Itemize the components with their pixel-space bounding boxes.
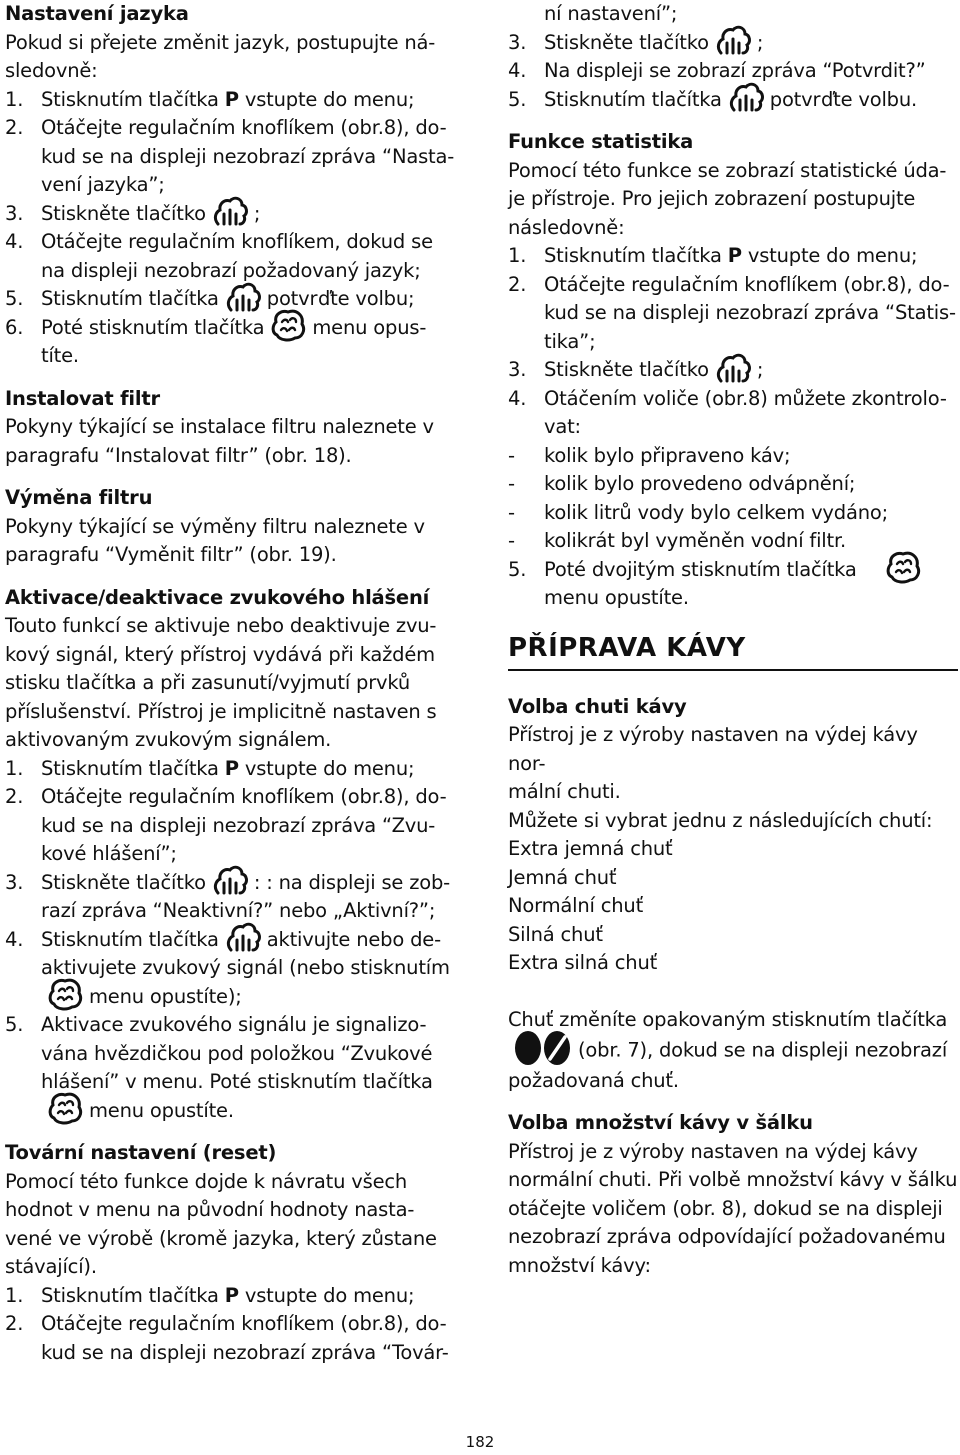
steam-button-icon [223,280,263,314]
steam-button-icon [210,863,250,897]
taste-option: Normální chuť [508,894,644,917]
taste-heading: Volba chuti kávy [508,694,687,718]
list-item: 4. Otáčejte regulačním knoflíkem, dokud se na displeji nezobrazí požadovaný jazyk; [5,230,433,282]
steam-button-icon [713,351,753,385]
dash-item: - kolik litrů vody bylo celkem vydáno; [508,500,888,524]
taste-button-icon [512,1029,574,1067]
paragraph: příslušenství. Přístroj je implicitně nastaven s [5,699,437,723]
list-item: 2. Otáčejte regulačním knoflíkem (obr.8), do- kud se na displeji nezobrazí zpráva “Továr- [5,1312,449,1364]
dash-item: - kolik bylo provedeno odvápnění; [508,472,856,495]
list-item: 5. Poté dvojitým stisknutím tlačítka menu opustíte. [508,556,958,613]
steam-button-icon [223,920,263,954]
list-item: 1. Stisknutím tlačítka P vstupte do menu; [508,244,918,267]
paragraph: Přístroj je z výroby nastaven na výdej kávy [508,1139,918,1163]
list-item: 2. Otáčejte regulačním knoflíkem (obr.8), do- kud se na displeji nezobrazí zpráva “Statis- tika”; [508,272,956,353]
paragraph: mální chuti. [508,780,621,803]
factory-reset-heading: Tovární nastavení (reset) [5,1141,277,1164]
paragraph: vené ve výrobě (kromě jazyka, který zůstane [5,1226,437,1250]
paragraph: Přístroj je z výroby nastaven na výdej kávy nor- [508,723,918,775]
list-item: 5. Stisknutím tlačítka potvrďte volbu; [5,285,455,314]
quantity-heading: Volba množství kávy v šálku [508,1111,813,1134]
paragraph: kový signál, který přístroj vydává při každém [5,642,435,666]
replace-filter-heading: Výměna filtru [5,486,153,509]
dash-item: - kolik bylo připraveno káv; [508,443,791,467]
paragraph: paragrafu “Vyměnit filtr” (obr. 19). [5,543,337,566]
taste-option: Silná chuť [508,922,603,946]
list-item-continuation: ní nastavení”; [544,2,678,25]
statistics-heading: Funkce statistika [508,130,694,153]
right-column [508,0,958,1280]
list-item: 6. Poté stisknutím tlačítka menu opus- títe. [5,314,455,371]
paragraph: Pokyny týkající se výměny filtru naleznete v [5,514,425,538]
list-item: 3. Stiskněte tlačítko : : na displeji se zob- razí zpráva “Neaktivní?” nebo „Aktivní?”; [5,869,455,926]
list-item: 5. Aktivace zvukového signálu je signalizo- vána hvězdičkou pod položkou “Zvukové hlášení” v menu. Poté stisknutím tlačítka menu opustíte. [5,1011,455,1125]
paragraph: je přístroje. Pro jejich zobrazení postupujte [508,187,916,210]
paragraph: Pomocí této funkce se zobrazí statistické úda- [508,158,947,182]
left-column [5,0,455,1367]
taste-option: Extra jemná chuť [508,837,673,860]
list-item: 3. Stiskněte tlačítko ; [508,29,958,58]
steam-button-icon [210,194,250,228]
paragraph: následovně: [508,215,625,239]
list-item: 3. Stiskněte tlačítko ; [508,356,958,385]
coffee-preparation-title: PŘÍPRAVA KÁVY [508,631,958,671]
steam-button-icon [713,23,753,57]
paragraph: nezobrazí zpráva odpovídající požadovanému [508,1225,946,1248]
paragraph: stisku tlačítka a při zasunutí/vyjmutí prvků [5,671,411,694]
paragraph: Touto funkcí se aktivuje nebo deaktivuje zvu- [5,614,437,637]
language-heading: Nastavení jazyka [5,2,189,25]
esc-button-icon [45,1091,85,1125]
list-item: 3. Stiskněte tlačítko ; [5,200,455,229]
paragraph: paragrafu “Instalovat filtr” (obr. 18). [5,443,352,467]
taste-option: Extra silná chuť [508,951,658,974]
taste-option: Jemná chuť [508,865,617,889]
list-item: 1. Stisknutím tlačítka P vstupte do menu; [5,1283,415,1307]
paragraph: množství kávy: [508,1253,651,1277]
paragraph: (obr. 7), dokud se na displeji nezobrazí [508,1035,958,1067]
paragraph: Můžete si vybrat jednu z následujících chutí: [508,808,933,832]
steam-button-icon [726,80,766,114]
list-item: 4. Otáčením voliče (obr.8) můžete zkontrolo- vat: [508,386,947,438]
page-number: 182 [465,1433,495,1451]
paragraph: otáčejte voličem (obr. 8), dokud se na displeji [508,1196,943,1220]
list-item: 1. Stisknutím tlačítka P vstupte do menu; [5,87,415,111]
paragraph: hodnot v menu na původní hodnoty nasta- [5,1198,415,1221]
list-item: 4. Na displeji se zobrazí zpráva “Potvrdit?” [508,59,926,82]
paragraph: Chuť změníte opakovaným stisknutím tlačítka [508,1008,948,1031]
sound-heading: Aktivace/deaktivace zvukového hlášení [5,585,430,609]
esc-button-icon [45,977,85,1011]
paragraph: Pokyny týkající se instalace filtru naleznete v [5,415,434,438]
list-item: 4. Stisknutím tlačítka aktivujte nebo de- aktivujete zvukový signál (nebo stisknutím menu opustíte); [5,926,455,1012]
list-item: 2. Otáčejte regulačním knoflíkem (obr.8), do- kud se na displeji nezobrazí zpráva “Nasta- vení jazyka”; [5,116,455,196]
paragraph: sledovně: [5,59,98,82]
list-item: 5. Stisknutím tlačítka potvrďte volbu. [508,86,958,115]
esc-button-icon [883,550,923,584]
install-filter-heading: Instalovat filtr [5,386,160,410]
paragraph: aktivovaným zvukovým signálem. [5,728,332,751]
list-item: 2. Otáčejte regulačním knoflíkem (obr.8), do- kud se na displeji nezobrazí zpráva “Zvu- kové hlášení”; [5,785,447,865]
paragraph: Pomocí této funkce dojde k návratu všech [5,1169,408,1193]
dash-item: - kolikrát byl vyměněn vodní filtr. [508,529,846,552]
paragraph: Pokud si přejete změnit jazyk, postupujte ná- [5,30,436,54]
list-item: 1. Stisknutím tlačítka P vstupte do menu; [5,756,415,780]
paragraph: požadovaná chuť. [508,1068,679,1092]
paragraph: stávající). [5,1255,97,1278]
esc-button-icon [268,308,308,342]
paragraph: normální chuti. Při volbě množství kávy v šálku [508,1168,958,1191]
